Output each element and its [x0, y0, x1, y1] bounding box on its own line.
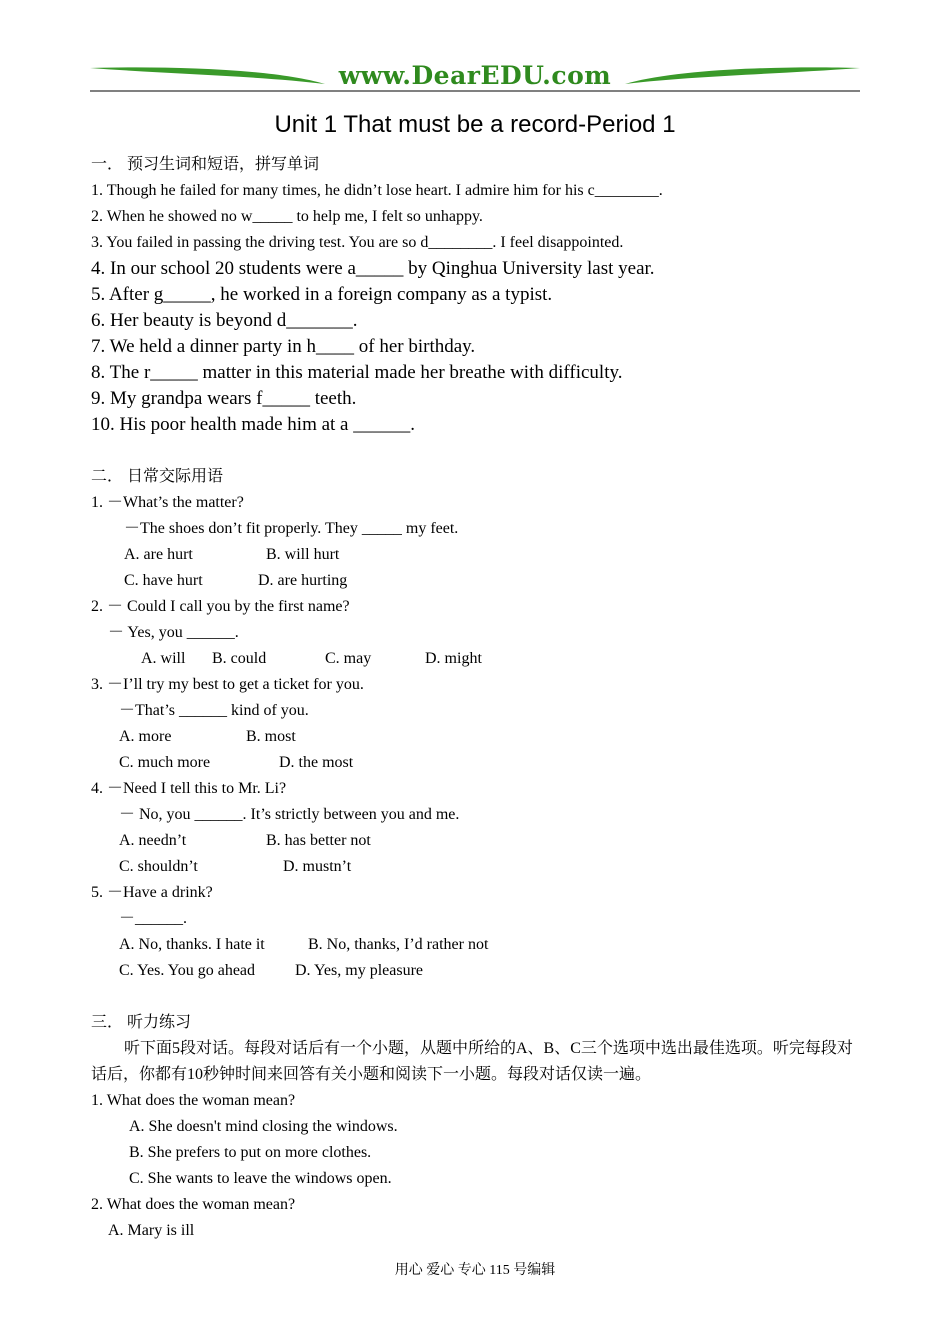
- vocab-item-1: 1. Though he failed for many times, he didn’t lose heart. I admire him for his c________.: [91, 182, 663, 199]
- dialogue-4-response: － No, you ______. It’s strictly between you and me.: [119, 806, 460, 823]
- vocab-item-4: 4. In our school 20 students were a_____ by Qinghua University last year.: [91, 258, 655, 279]
- dialogue-1-response: －The shoes don’t fit properly. They _____ my feet.: [124, 520, 459, 537]
- page-footer: 用心 爱心 专心 115 号编辑: [394, 1263, 556, 1278]
- dialogue-2-option-c: C. may: [325, 650, 372, 667]
- vocab-item-3: 3. You failed in passing the driving test. You are so d________. I feel disappointed.: [91, 234, 624, 251]
- dialogue-5-option-d: D. Yes, my pleasure: [295, 962, 423, 979]
- dialogue-5-option-a: A. No, thanks. I hate it: [119, 936, 265, 953]
- listening-question-2: 2. What does the woman mean?: [91, 1196, 296, 1213]
- dialogue-2-prompt: 2. － Could I call you by the first name?: [91, 598, 350, 615]
- vocab-item-5: 5. After g_____, he worked in a foreign company as a typist.: [91, 284, 553, 305]
- vocab-item-10: 10. His poor health made him at a ______.: [91, 414, 415, 435]
- dialogue-2-option-d: D. might: [425, 650, 482, 667]
- dialogue-5-option-c: C. Yes. You go ahead: [119, 962, 256, 979]
- section1-heading: 一． 预习生词和短语，拼写单词: [91, 156, 320, 173]
- dialogue-5-option-b: B. No, thanks, I’d rather not: [308, 936, 489, 953]
- listening-question-1: 1. What does the woman mean?: [91, 1092, 296, 1109]
- listening-1-option-a: A. She doesn't mind closing the windows.: [129, 1118, 398, 1135]
- dialogue-3-response: －That’s ______ kind of you.: [119, 702, 309, 719]
- vocab-item-2: 2. When he showed no w_____ to help me, I felt so unhappy.: [91, 208, 483, 225]
- site-banner: [90, 62, 860, 94]
- dialogue-5-prompt: 5. －Have a drink?: [91, 884, 213, 901]
- dialogue-2-option-b: B. could: [212, 650, 267, 667]
- dialogue-3-option-c: C. much more: [119, 754, 211, 771]
- vocab-item-8: 8. The r_____ matter in this material made her breathe with difficulty.: [91, 362, 623, 383]
- section3-heading: 三． 听力练习: [91, 1014, 192, 1031]
- dialogue-1-prompt: 1. －What’s the matter?: [91, 494, 244, 511]
- dialogue-3-option-b: B. most: [246, 728, 296, 745]
- vocab-item-9: 9. My grandpa wears f_____ teeth.: [91, 388, 357, 409]
- dialogue-4-option-b: B. has better not: [266, 832, 371, 849]
- listening-2-option-a: A. Mary is ill: [108, 1222, 195, 1239]
- listening-instructions: 听下面5段对话。每段对话后有一个小题，从题中所给的A、B、C三个选项中选出最佳选项。听完每段对话后，你都有10秒钟时间来回答有关小题和阅读下一小题。每段对话仅读一遍。: [91, 1040, 853, 1083]
- dialogue-4-option-a: A. needn’t: [119, 832, 187, 849]
- dialogue-1-option-c: C. have hurt: [124, 572, 203, 589]
- dialogue-4-prompt: 4. －Need I tell this to Mr. Li?: [91, 780, 287, 797]
- page-title: Unit 1 That must be a record-Period 1: [274, 111, 676, 138]
- dialogue-1-option-b: B. will hurt: [266, 546, 340, 563]
- dialogue-3-option-d: D. the most: [279, 754, 354, 771]
- dialogue-4-option-d: D. mustn’t: [283, 858, 352, 875]
- dialogue-2-option-a: A. will: [141, 650, 186, 667]
- section2-heading: 二． 日常交际用语: [91, 468, 224, 485]
- listening-1-option-b: B. She prefers to put on more clothes.: [129, 1144, 372, 1161]
- dialogue-5-response: －______.: [119, 910, 188, 927]
- listening-1-option-c: C. She wants to leave the windows open.: [129, 1170, 392, 1187]
- dialogue-3-prompt: 3. －I’ll try my best to get a ticket for you.: [91, 676, 364, 693]
- dialogue-4-option-c: C. shouldn’t: [119, 858, 198, 875]
- dialogue-1-option-a: A. are hurt: [124, 546, 193, 563]
- vocab-item-7: 7. We held a dinner party in h____ of her birthday.: [91, 336, 476, 357]
- vocab-item-6: 6. Her beauty is beyond d_______.: [91, 310, 358, 331]
- dialogue-2-response: － Yes, you ______.: [108, 624, 239, 641]
- dialogue-1-option-d: D. are hurting: [258, 572, 348, 589]
- site-logo-text: www.DearEDU.com: [338, 61, 612, 90]
- dialogue-3-option-a: A. more: [119, 728, 172, 745]
